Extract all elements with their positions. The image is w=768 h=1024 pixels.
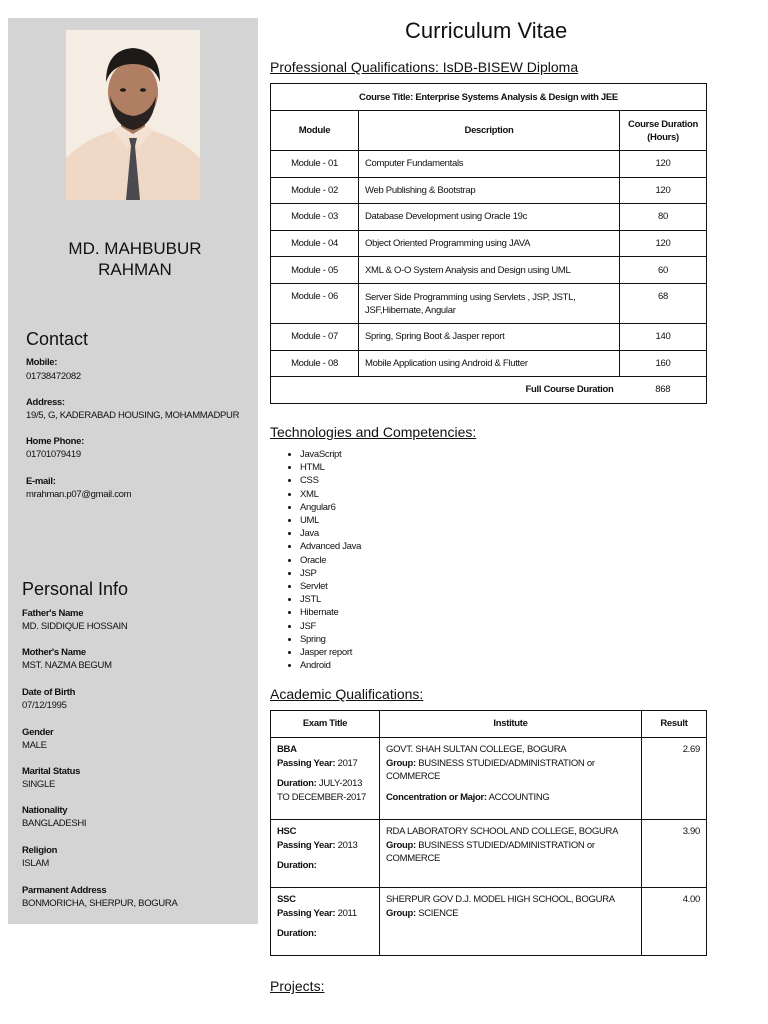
institute-name: RDA LABORATORY SCHOOL AND COLLEGE, BOGURA (386, 826, 619, 837)
list-item: • XML (300, 488, 361, 501)
list-item: • UML (300, 514, 361, 527)
mothers-name-value: MST. NAZMA BEGUM (22, 660, 112, 671)
academic-heading: Academic Qualifications: (270, 686, 424, 702)
institute-cell (380, 738, 642, 820)
full-duration-label: Full Course Duration (271, 377, 620, 404)
academic-table (270, 710, 707, 956)
technologies-heading: Technologies and Competencies: (270, 424, 477, 440)
list-item: • Angular6 (300, 501, 361, 514)
dob-value: 07/12/1995 (22, 700, 67, 711)
result-cell: 2.69 (642, 738, 707, 820)
hours-cell: 140 (620, 323, 707, 350)
full-duration-value: 868 (620, 377, 707, 404)
passing-year-label: Passing Year: (277, 757, 336, 769)
list-item: • JavaScript (300, 448, 361, 461)
contact-label: Home Phone: (26, 436, 84, 447)
description-cell: Server Side Programming using Servlets , JSP, JSTL, JSF,Hibernate, Angular (359, 283, 620, 323)
result-cell: 3.90 (642, 820, 707, 888)
hours-cell: 60 (620, 257, 707, 284)
list-item: • Java (300, 527, 361, 540)
table-header-row (271, 711, 707, 738)
table-row (271, 820, 707, 888)
email-link[interactable]: mrahman.p07@gmail.com (26, 489, 132, 500)
description-cell: Computer Fundamentals (359, 151, 620, 178)
exam-cell (271, 888, 380, 956)
institute-cell (380, 888, 642, 956)
result-cell: 4.00 (642, 888, 707, 956)
list-item: • JSF (300, 620, 361, 633)
passing-year-value: 2013 (337, 839, 358, 851)
list-item: • Jasper report (300, 646, 361, 659)
contact-label: E-mail: (26, 476, 56, 487)
exam-title: SSC (277, 894, 296, 905)
module-cell: Module - 07 (271, 323, 359, 350)
fathers-name-value: MD. SIDDIQUE HOSSAIN (22, 621, 128, 632)
group-value: BUSINESS STUDIED/ADMINISTRATION or COMMERCE (386, 839, 595, 864)
col-exam: Exam Title (271, 711, 380, 738)
marital-status-label: Marital Status (22, 766, 81, 777)
description-cell: XML & O-O System Analysis and Design using UML (359, 257, 620, 284)
group-label: Group: (386, 839, 416, 851)
module-cell: Module - 05 (271, 257, 359, 284)
table-row (271, 283, 707, 323)
list-item: • HTML (300, 461, 361, 474)
passing-year-value: 2017 (337, 757, 358, 769)
exam-title: HSC (277, 826, 297, 837)
group-value: SCIENCE (418, 907, 459, 919)
concentration-label: Concentration or Major: (386, 791, 487, 803)
description-cell: Spring, Spring Boot & Jasper report (359, 323, 620, 350)
institute-name: GOVT. SHAH SULTAN COLLEGE, BOGURA (386, 744, 567, 755)
duration-label: Duration: (277, 860, 317, 871)
group-label: Group: (386, 907, 416, 919)
permanent-address-label: Parmanent Address (22, 885, 107, 896)
module-cell: Module - 08 (271, 350, 359, 377)
marital-status-value: SINGLE (22, 779, 56, 790)
table-row (271, 151, 707, 178)
fathers-name-label: Father's Name (22, 608, 84, 619)
table-row (271, 204, 707, 231)
description-cell: Database Development using Oracle 19c (359, 204, 620, 231)
mothers-name-label: Mother's Name (22, 647, 86, 658)
religion-label: Religion (22, 845, 58, 856)
address-value: 19/5, G, KADERABAD HOUSING, MOHAMMADPUR (26, 410, 240, 421)
list-item: • Spring (300, 633, 361, 646)
table-total-row (271, 377, 707, 404)
concentration-value: ACCOUNTING (488, 791, 550, 803)
exam-cell (271, 738, 380, 820)
technologies-list (288, 448, 361, 672)
professional-heading: Professional Qualifications: IsDB-BISEW Diploma (270, 59, 579, 75)
table-row (271, 888, 707, 956)
hours-cell: 120 (620, 151, 707, 178)
module-cell: Module - 06 (271, 283, 359, 323)
contact-heading: Contact (26, 329, 89, 349)
religion-value: ISLAM (22, 858, 50, 869)
nationality-label: Nationality (22, 805, 68, 816)
institute-name: SHERPUR GOV D.J. MODEL HIGH SCHOOL, BOGURA (386, 894, 615, 905)
table-header-row (271, 111, 707, 151)
list-item: • Android (300, 659, 361, 672)
table-row (271, 84, 707, 111)
list-item: • Advanced Java (300, 540, 361, 553)
hours-cell: 120 (620, 177, 707, 204)
hours-cell: 80 (620, 204, 707, 231)
dob-label: Date of Birth (22, 687, 76, 698)
exam-title: BBA (277, 744, 297, 755)
description-cell: Mobile Application using Android & Flutter (359, 350, 620, 377)
module-cell: Module - 03 (271, 204, 359, 231)
hours-cell: 160 (620, 350, 707, 377)
passing-year-label: Passing Year: (277, 907, 336, 919)
duration-value: JULY-2013 TO DECEMBER-2017 (277, 778, 366, 803)
list-item: • JSTL (300, 593, 361, 606)
group-label: Group: (386, 757, 416, 769)
course-title: Course Title: Enterprise Systems Analysis & Design with JEE (271, 84, 707, 111)
exam-cell (271, 820, 380, 888)
home-phone-value: 01701079419 (26, 449, 81, 460)
candidate-name: MD. MAHBUBUR RAHMAN (68, 239, 202, 279)
col-module: Module (271, 111, 359, 151)
table-row (271, 257, 707, 284)
gender-value: MALE (22, 740, 47, 751)
table-row (271, 230, 707, 257)
col-result: Result (642, 711, 707, 738)
course-table (270, 83, 707, 404)
table-row (271, 177, 707, 204)
profile-photo (66, 30, 200, 200)
contact-label: Mobile: (26, 357, 58, 368)
hours-cell: 120 (620, 230, 707, 257)
col-institute: Institute (380, 711, 642, 738)
col-duration: Course Duration (Hours) (620, 111, 707, 151)
table-row (271, 738, 707, 820)
hours-cell: 68 (620, 283, 707, 323)
personal-info-heading: Personal Info (22, 579, 129, 599)
list-item: • JSP (300, 567, 361, 580)
module-cell: Module - 04 (271, 230, 359, 257)
col-description: Description (359, 111, 620, 151)
passing-year-value: 2011 (337, 907, 357, 919)
table-row (271, 350, 707, 377)
module-cell: Module - 02 (271, 177, 359, 204)
gender-label: Gender (22, 727, 54, 738)
page-title: Curriculum Vitae (405, 18, 568, 43)
nationality-value: BANGLADESHI (22, 818, 87, 829)
permanent-address-value: BONMORICHA, SHERPUR, BOGURA (22, 898, 178, 909)
duration-label: Duration: (277, 928, 317, 939)
group-value: BUSINESS STUDIED/ADMINISTRATION or COMMERCE (386, 757, 595, 782)
list-item: • Oracle (300, 554, 361, 567)
passing-year-label: Passing Year: (277, 839, 336, 851)
module-cell: Module - 01 (271, 151, 359, 178)
list-item: • CSS (300, 474, 361, 487)
list-item: • Hibernate (300, 606, 361, 619)
list-item: • Servlet (300, 580, 361, 593)
duration-label: Duration: (277, 778, 317, 789)
institute-cell (380, 820, 642, 888)
table-row (271, 323, 707, 350)
projects-heading: Projects: (270, 978, 325, 994)
contact-label: Address: (26, 397, 65, 408)
mobile-value: 01738472082 (26, 371, 81, 382)
description-cell: Web Publishing & Bootstrap (359, 177, 620, 204)
description-cell: Object Oriented Programming using JAVA (359, 230, 620, 257)
